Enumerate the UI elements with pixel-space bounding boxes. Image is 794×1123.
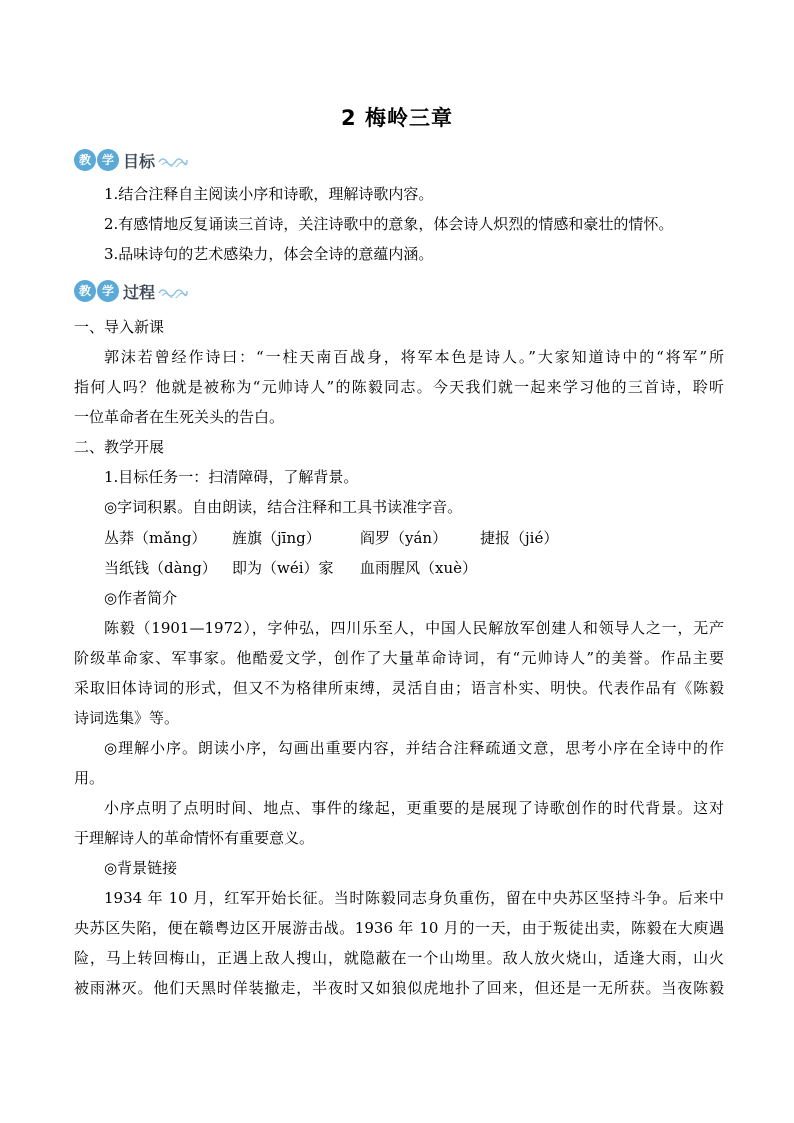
background-line: 央苏区失陷，便在赣粤边区开展游击战。1936 年 10 月的一天，由于叛徒出卖，陈毅在大庾遇 <box>74 919 724 937</box>
intro-line: 郭沫若曾经作诗曰：“一柱天南百战身，将军本色是诗人。”大家知道诗中的“将军”所 <box>104 348 724 366</box>
author-heading: ◎作者简介 <box>104 589 178 607</box>
author-line: 诗词选集》等。 <box>74 709 180 727</box>
intro-line: 指何人吗？他就是被称为“元帅诗人”的陈毅同志。今天我们就一起来学习他的三首诗，聆听 <box>74 378 724 396</box>
goal-item: 3.品味诗句的艺术感染力，体会全诗的意蕴内涵。 <box>104 245 434 263</box>
page-title: 2 梅岭三章 <box>341 106 453 130</box>
section-badge: 学 <box>97 280 119 302</box>
section-label: 目标 <box>123 151 156 171</box>
section-heading-goals <box>74 147 188 173</box>
section-label: 过程 <box>123 282 156 302</box>
section-heading-process <box>74 278 188 304</box>
author-line: 阶级革命家、军事家。他酷爱文学，创作了大量革命诗词，有“元帅诗人”的美誉。作品主要 <box>74 649 724 667</box>
section-badge: 学 <box>97 149 119 171</box>
preface-line: 用。 <box>74 769 105 787</box>
wave-decoration-icon <box>158 153 188 167</box>
background-line: 险，马上转回梅山，正遇上敌人搜山，就隐蔽在一个山坳里。敌人放火烧山，适逢大雨，山火 <box>74 949 724 967</box>
background-line: 1934 年 10 月，红军开始长征。当时陈毅同志身负重伤，留在中央苏区坚持斗争。后来中 <box>104 889 724 907</box>
heading-intro: 一、导入新课 <box>74 318 165 336</box>
preface-answer-line: 于理解诗人的革命情怀有重要意义。 <box>74 829 315 847</box>
section-badge: 教 <box>74 149 96 171</box>
background-heading: ◎背景链接 <box>104 859 178 877</box>
intro-line: 一位革命者在生死关头的告白。 <box>74 408 285 426</box>
task-item: 1.目标任务一：扫清障碍，了解背景。 <box>104 468 359 486</box>
wave-decoration-icon <box>158 284 188 298</box>
section-badge: 教 <box>74 280 96 302</box>
vocab-word: 即为（wéi）家 <box>232 559 334 577</box>
preface-line: ◎理解小序。朗读小序，勾画出重要内容，并结合注释疏通文意，思考小序在全诗中的作 <box>104 739 724 757</box>
author-line: 采取旧体诗词的形式，但又不为格律所束缚，灵活自由；语言朴实、明快。代表作品有《陈毅 <box>74 679 724 697</box>
vocab-intro: ◎字词积累。自由朗读，结合注释和工具书读准字音。 <box>104 498 463 516</box>
vocab-word: 阎罗（yán） <box>360 529 448 547</box>
heading-develop: 二、教学开展 <box>74 438 165 456</box>
goal-item: 1.结合注释自主阅读小序和诗歌，理解诗歌内容。 <box>104 185 434 203</box>
goal-item: 2.有感情地反复诵读三首诗，关注诗歌中的意象，体会诗人炽烈的情感和豪壮的情怀。 <box>104 215 674 233</box>
vocab-word: 当纸钱（dàng） <box>104 559 217 577</box>
background-line: 被雨淋灭。他们天黑时佯装撤走，半夜时又如狼似虎地扑了回来，但还是一无所获。当夜陈毅 <box>74 979 724 997</box>
vocab-word: 捷报（jié） <box>480 529 559 547</box>
vocab-word: 旌旗（jīng） <box>232 529 321 547</box>
vocab-word: 丛莽（mǎng） <box>104 529 207 547</box>
author-line: 陈毅（1901—1972），字仲弘，四川乐至人，中国人民解放军创建人和领导人之一，无产 <box>104 619 724 637</box>
vocab-word: 血雨腥风（xuè） <box>360 559 477 577</box>
preface-answer-line: 小序点明了点明时间、地点、事件的缘起，更重要的是展现了诗歌创作的时代背景。这对 <box>104 799 724 817</box>
